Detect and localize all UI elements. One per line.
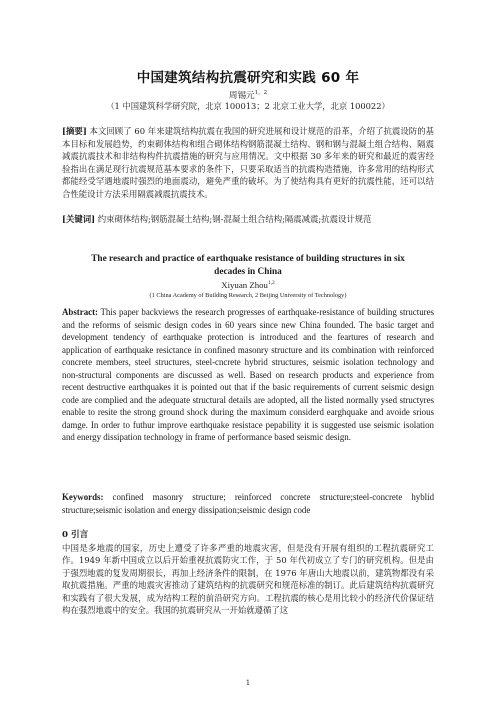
author-en-sup: 1,2 bbox=[267, 280, 275, 287]
abstract-cn bbox=[62, 125, 434, 201]
keywords-cn-label: [关键词] bbox=[62, 214, 96, 224]
page-number: 1 bbox=[245, 679, 251, 687]
abstract-cn-label: [摘要] bbox=[62, 126, 87, 136]
intro-paragraph: 中国是多地震的国家，历史上遭受了许多严重的地震灾害，但是没有开展有组织的工程抗震研究工作。1949 年新中国成立以后开始重视抗震防灾工作，于 50 年代初成立了专门的研究机构。但是由于强烈地震的复发周期很长，再加上经济条件的限制，在 1976 年唐山大地震以前，建筑物都没有采取抗震措施。严重的地震灾害推动了建筑结构的抗震研究和规范标准的制订。此后建筑结构抗震研究和实践有了很大发展，成为结构工程的前沿研究方向。工程抗震的核心是用比较小的经济代价保证结构在强烈地震中的安全。我国的抗震研究从一开始就遵循了这 bbox=[62, 543, 434, 616]
section-heading: 0 引言 bbox=[62, 530, 89, 540]
keywords-cn bbox=[62, 213, 434, 226]
abstract-cn-text: 本文回顾了 60 年来建筑结构抗震在我国的研究进展和设计规范的沿革，介绍了抗震设防的基本目标和发展趋势，约束砌体结构和组合砌体结构钢筋混凝土结构、钢和钢与混凝土组合结构、隔震减震抗震技术和非结构构件抗震措施的研究与应用情况。文中根据 30 多年来的研究和最近的震害经验指出在满足现行抗震规范基本要求的条件下，只要采取适当的抗震构造措施，许多常用的结构形式都能经受罕遇地震时强烈的地面震动，避免严重的破坏。为了使结构具有更好的抗震性能，还可以结合性能设计方法采用隔震减震抗震技术。 bbox=[62, 126, 434, 199]
paper-title: 中国建筑结构抗震研究和实践 60 年 bbox=[136, 70, 360, 86]
keywords-en-text: confined masonry structure; reinforced concrete structure;steel-concrete hyblid structure;seismic isolation and energy dissipation;seismic design code bbox=[62, 492, 435, 515]
affiliation-en: (1 China Academy of Building Research, 2 Beijing University of Technology) bbox=[149, 292, 347, 299]
affiliation-cn: （1 中国建筑科学研究院，北京 100013；2 北京工业大学，北京 100022） bbox=[106, 101, 390, 111]
abstract-en-label: Abstract: bbox=[62, 307, 98, 317]
author-en bbox=[0, 280, 496, 290]
author-cn-sup: 1，2 bbox=[254, 90, 268, 96]
paper-title-en: The research and practice of earthquake resistance of building structures in six decades in China bbox=[91, 254, 405, 277]
abstract-en bbox=[62, 306, 434, 444]
abstract-en-text: This paper backviews the research progresses of earthquake-resistance of building structures and the reforms of seismic design codes in 60 years since new China founded. The basic target and development tendency of earthquake protection is introduced and the feartures of research and application of earthquake resictance in confined masonry structure and its combination with reinforced concrete members, steel structures, steel-cncrete hybrid structures, seismic isolation technology and non-structural components are discussed as well. Based on research products and experience from recent destructive earthquakes it is pointed out that if the basic requirements of current seismic design code are complied and the adequate structural details are adopted, all the listed normally ysed structyres enable to resite the strong ground shock during the maximum considerd earghquake and avoide srious damge. In order to futhur improve earthquake resistace pepability it is suggested use seismic isolation and energy dissipation technology in frame of performance based seismic design. bbox=[62, 307, 434, 443]
keywords-cn-text: 约束砌体结构;钢筋混凝土结构;钢-混凝土组合结构;隔震减震;抗震设计规范 bbox=[97, 214, 372, 224]
author-cn bbox=[0, 88, 496, 101]
author-en-name: Xiyuan Zhou bbox=[221, 280, 268, 290]
keywords-en bbox=[62, 491, 434, 516]
keywords-en-label: Keywords: bbox=[62, 492, 104, 502]
author-cn-name: 周锡元 bbox=[228, 90, 255, 101]
